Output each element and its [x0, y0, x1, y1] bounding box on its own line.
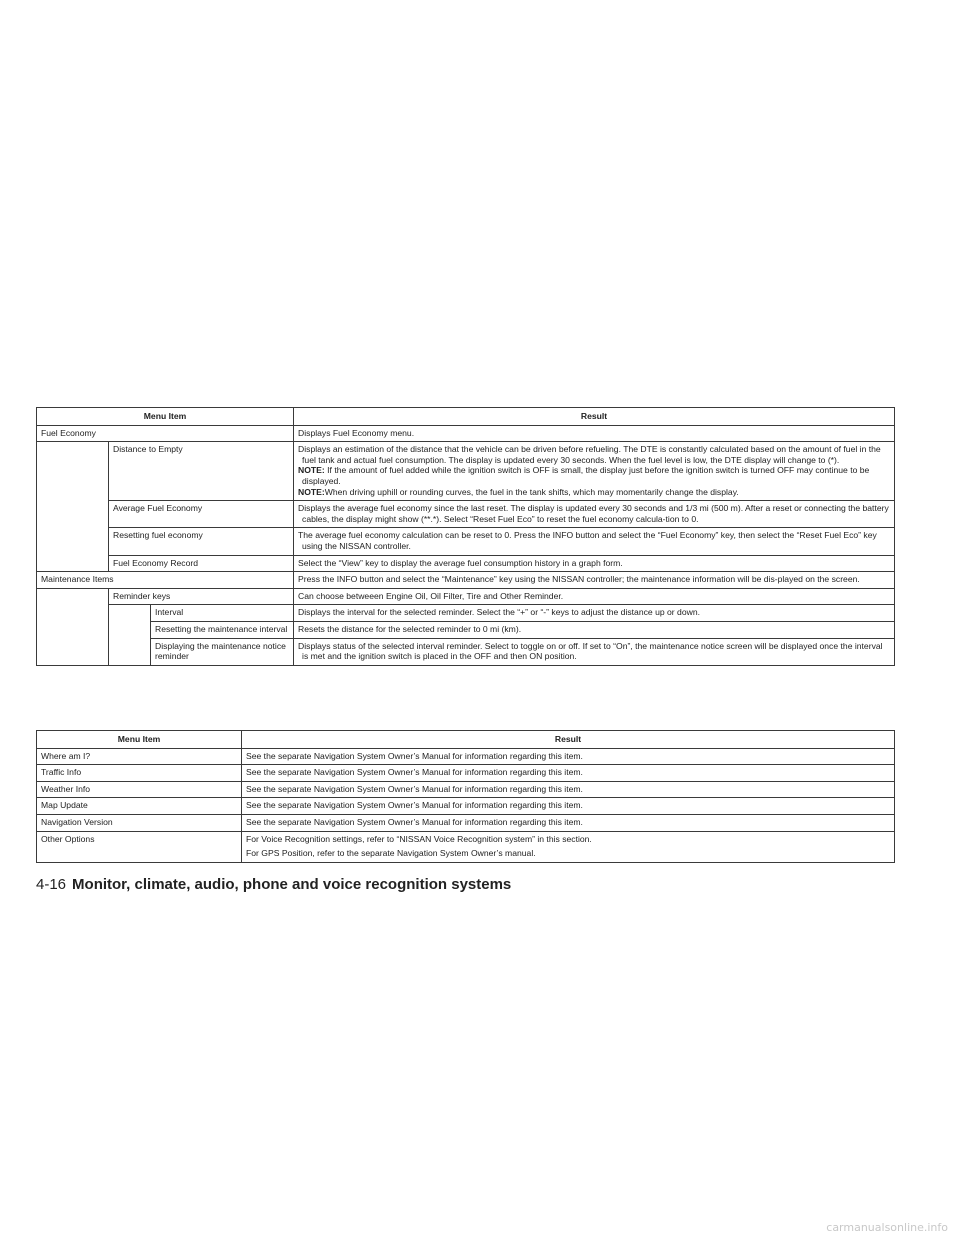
- menu-item-average-fuel-economy: Average Fuel Economy: [109, 501, 294, 528]
- note-label: NOTE:: [298, 486, 325, 497]
- menu-item-map-update: Map Update: [37, 798, 242, 815]
- result-weather-info: See the separate Navigation System Owner’s Manual for information regarding this item.: [242, 781, 895, 798]
- menu-table-navigation: [36, 730, 895, 863]
- table-row: [37, 831, 895, 862]
- menu-item-where-am-i: Where am I?: [37, 748, 242, 765]
- result-resetting-maintenance-interval: Resets the distance for the selected reminder to 0 mi (km).: [294, 621, 895, 638]
- table-row: [37, 572, 895, 589]
- table-row: [37, 555, 895, 572]
- table-row: [37, 781, 895, 798]
- menu-item-traffic-info: Traffic Info: [37, 765, 242, 782]
- result-average-fuel-economy: Displays the average fuel economy since the last reset. The display is updated every 30 seconds and 1/3 mi (500 m). After a reset or connecting the battery cables, the display might show (**.*). Select “Reset Fuel Eco” to reset the fuel economy calcula-tion to 0.: [294, 501, 895, 528]
- header-menu-item: Menu Item: [37, 408, 294, 426]
- menu-item-other-options: Other Options: [37, 831, 242, 862]
- table-row: [37, 442, 895, 501]
- table-row: [37, 501, 895, 528]
- result-resetting-fuel-economy: The average fuel economy calculation can be reset to 0. Press the INFO button and select the “Fuel Economy” key, then select the “Reset Fuel Eco” key using the NISSAN controller.: [294, 528, 895, 555]
- header-result: Result: [242, 731, 895, 749]
- menu-item-fuel-economy: Fuel Economy: [37, 425, 294, 442]
- result-maintenance-notice-reminder: Displays status of the selected interval reminder. Select to toggle on or off. If set to “On”, the maintenance notice screen will be displayed once the interval is met and the ignition switch is placed in the OFF and then ON position.: [294, 638, 895, 665]
- watermark: carmanualsonline.info: [826, 1221, 948, 1234]
- table-row: [37, 528, 895, 555]
- result-fuel-economy-record: Select the “View” key to display the average fuel consumption history in a graph form.: [294, 555, 895, 572]
- table-row: [37, 798, 895, 815]
- table-header-row: [37, 408, 895, 426]
- result-traffic-info: See the separate Navigation System Owner’s Manual for information regarding this item.: [242, 765, 895, 782]
- menu-item-reminder-keys: Reminder keys: [109, 588, 294, 605]
- menu-item-resetting-fuel-economy: Resetting fuel economy: [109, 528, 294, 555]
- menu-item-maintenance-items: Maintenance Items: [37, 572, 294, 589]
- indent-spacer: [37, 442, 109, 572]
- dte-description: Displays an estimation of the distance that the vehicle can be driven before refueling. The DTE is constantly calculated based on the amount of fuel in the fuel tank and actual fuel consumption. The display is updated every 30 seconds. When the fuel level is low, the DTE display will change to (*).: [298, 444, 881, 465]
- note-text: When driving uphill or rounding curves, the fuel in the tank shifts, which may momentarily change the display.: [324, 486, 739, 497]
- menu-item-maintenance-notice-reminder: Displaying the maintenance notice reminder: [151, 638, 294, 665]
- menu-item-fuel-economy-record: Fuel Economy Record: [109, 555, 294, 572]
- page-number: 4-16: [36, 876, 67, 893]
- dte-note-1: [298, 465, 890, 486]
- note-text: If the amount of fuel added while the ignition switch is OFF is small, the display just before the ignition switch is turned OFF may continue to be displayed.: [302, 465, 870, 486]
- result-interval: Displays the interval for the selected reminder. Select the “+” or “-” keys to adjust the distance up or down.: [294, 605, 895, 622]
- menu-item-interval: Interval: [151, 605, 294, 622]
- result-where-am-i: See the separate Navigation System Owner’s Manual for information regarding this item.: [242, 748, 895, 765]
- note-label: NOTE:: [298, 465, 325, 476]
- header-menu-item: Menu Item: [37, 731, 242, 749]
- table-row: [37, 638, 895, 665]
- menu-item-resetting-maintenance-interval: Resetting the maintenance interval: [151, 621, 294, 638]
- table-row: [37, 765, 895, 782]
- menu-item-distance-to-empty: Distance to Empty: [109, 442, 294, 501]
- result-map-update: See the separate Navigation System Owner’s Manual for information regarding this item.: [242, 798, 895, 815]
- menu-table-info: [36, 407, 895, 666]
- result-other-options: [242, 831, 895, 862]
- result-navigation-version: See the separate Navigation System Owner’s Manual for information regarding this item.: [242, 814, 895, 831]
- table-row: [37, 605, 895, 622]
- page-footer: [36, 876, 511, 893]
- result-reminder-keys: Can choose betweeen Engine Oil, Oil Filter, Tire and Other Reminder.: [294, 588, 895, 605]
- table-row: [37, 588, 895, 605]
- table-row: [37, 425, 895, 442]
- result-fuel-economy: Displays Fuel Economy menu.: [294, 425, 895, 442]
- result-distance-to-empty: [294, 442, 895, 501]
- indent-spacer: [109, 605, 151, 665]
- table-row: [37, 814, 895, 831]
- result-maintenance-items: Press the INFO button and select the “Maintenance” key using the NISSAN controller; the maintenance information will be dis-played on the screen.: [294, 572, 895, 589]
- menu-item-navigation-version: Navigation Version: [37, 814, 242, 831]
- section-title: Monitor, climate, audio, phone and voice recognition systems: [72, 876, 512, 893]
- result-line: For Voice Recognition settings, refer to “NISSAN Voice Recognition system” in this section.: [246, 833, 592, 844]
- menu-item-weather-info: Weather Info: [37, 781, 242, 798]
- header-result: Result: [294, 408, 895, 426]
- table-header-row: [37, 731, 895, 749]
- result-line: For GPS Position, refer to the separate Navigation System Owner’s manual.: [246, 848, 536, 859]
- indent-spacer: [37, 588, 109, 665]
- table-row: [37, 748, 895, 765]
- dte-note-2: [298, 486, 890, 498]
- table-row: [37, 621, 895, 638]
